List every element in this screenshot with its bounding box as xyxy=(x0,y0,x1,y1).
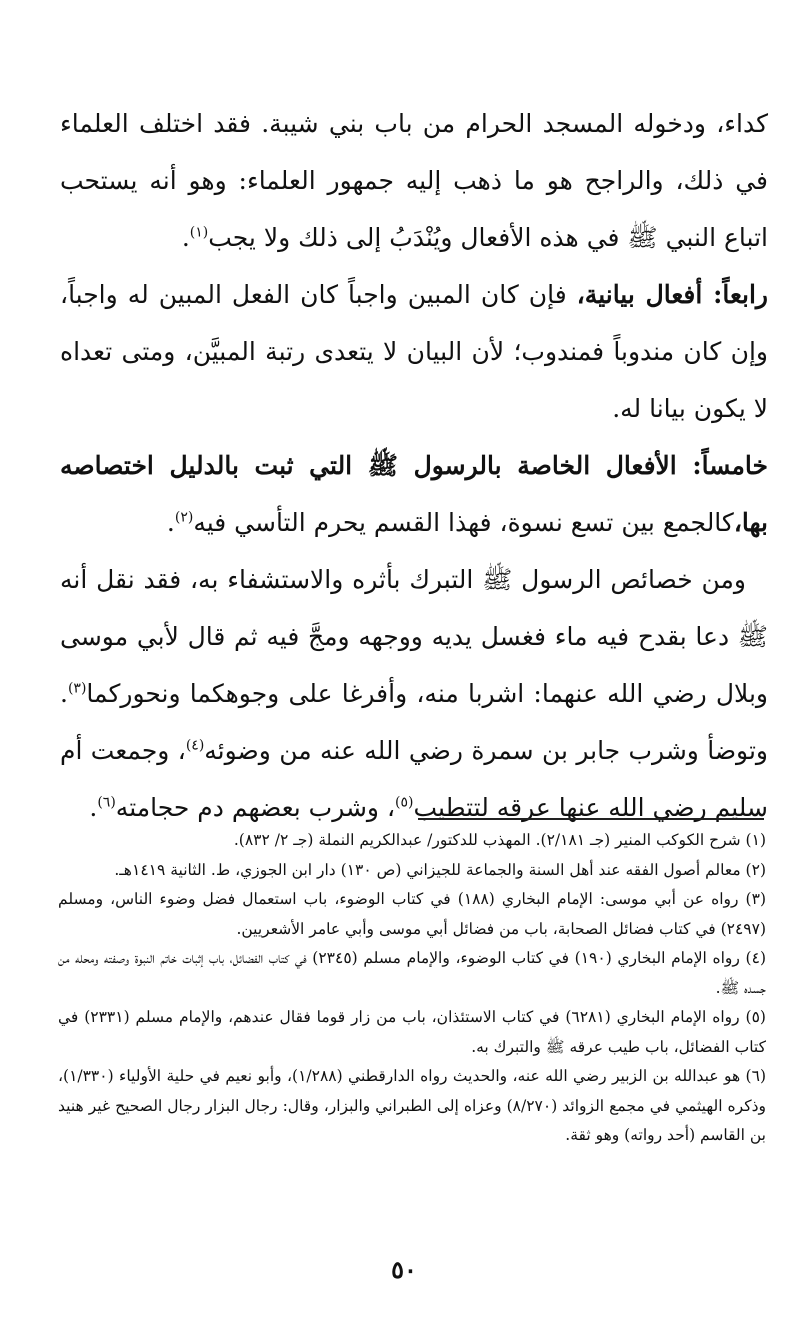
footnote-ref-2: (٢) xyxy=(174,509,194,526)
paragraph-2-text: فإن كان المبين واجباً كان الفعل المبين له واجباً، وإن كان مندوباً فمندوب؛ لأن البيان لا يتعدى رتبة المبيَّن، ومتى تعداه لا يكون بيانا له. xyxy=(60,280,768,423)
paragraph-3-heading: خامساً: الأفعال الخاصة بالرسول ﷺ التي ثبت بالدليل اختصاصه بها، xyxy=(60,451,768,537)
paragraph-3-text: كالجمع بين تسع نسوة، فهذا القسم يحرم التأسي فيه xyxy=(193,508,734,537)
footnote-divider xyxy=(418,818,764,820)
footnote-3: (٣) رواه عن أبي موسى: الإمام البخاري (١٨٨) في كتاب الوضوء، باب استعمال فضل وضوء الناس، ومسلم (٢٤٩٧) في كتاب فضائل الصحابة، باب من فضائل أبي موسى وأبي عامر الأشعريين. xyxy=(58,890,766,938)
footnote-2: (٢) معالم أصول الفقه عند أهل السنة والجماعة للجيزاني (ص ١٣٠) دار ابن الجوزي، ط. الثانية ١٤١٩هـ. xyxy=(114,860,766,879)
paragraph-4: ومن خصائص الرسول ﷺ التبرك بأثره والاستشفاء به، فقد نقل أنه ﷺ دعا بقدح فيه ماء فغسل يديه ووجهه ومجَّ فيه ثم قال لأبي موسى وبلال رضي الله عنهما: اشربا منه، وأفرغا على وجوهكما ونحوركما$^{(٣)}$. وتوضأ وشرب جابر بن سمرة رضي الله عنه من وضوئه$^{(٤)}$، وجمعت أم سليم رضي الله عنها عرقه لتتطيب$^{(٥)}$، وشرب بعضهم دم حجامته$^{(٦)}$. xyxy=(60,565,768,822)
footnote-ref-4: (٤) xyxy=(185,737,205,754)
footnote-6: (٦) هو عبدالله بن الزبير رضي الله عنه، والحديث رواه الدارقطني (١/٢٨٨)، وأبو نعيم في حلية الأولياء (١/٣٣٠)، وذكره الهيثمي في مجمع الزوائد (٨/٢٧٠) وعزاه إلى الطبراني والبزار، وقال: رجال البزار رجال الصحيح غير هنيد بن القاسم (أحد رواته) وهو ثقة. xyxy=(58,1067,766,1144)
footnote-ref-6: (٦) xyxy=(97,794,116,811)
footnotes xyxy=(58,826,766,1151)
paragraph-3: خامساً: الأفعال الخاصة بالرسول ﷺ التي ثبت بالدليل اختصاصه بها،كالجمع بين تسع نسوة، فهذا القسم يحرم التأسي فيه$^{(٢)}$. xyxy=(60,451,768,537)
paragraph-2-heading: رابعاً: أفعال بيانية، xyxy=(576,280,768,309)
paragraph-1: كداء، ودخوله المسجد الحرام من باب بني شيبة. فقد اختلف العلماء في ذلك، والراجح هو ما ذهب إليه جمهور العلماء: وهو أنه يستحب اتباع النبي ﷺ في هذه الأفعال ويُنْدَبُ إلى ذلك ولا يجب$^{(١)}$. xyxy=(60,109,768,252)
paragraph-2 xyxy=(60,266,768,437)
footnote-4: (٤) رواه الإمام البخاري (١٩٠) في كتاب الوضوء، والإمام مسلم (٢٣٤٥) في كتاب الفضائل، باب إثبات خاتم النبوة وصفته ومحله من جسده ﷺ. xyxy=(58,949,766,997)
footnote-ref-3: (٣) xyxy=(67,680,87,697)
main-text xyxy=(60,95,768,836)
footnote-5: (٥) رواه الإمام البخاري (٦٢٨١) في كتاب الاستئذان، باب من زار قوما فقال عندهم، والإمام مسلم (٢٣٣١) في كتاب الفضائل، باب طيب عرقه ﷺ والتبرك به. xyxy=(58,1008,766,1056)
paragraph-1-text: كداء، ودخوله المسجد الحرام من باب بني شيبة. فقد اختلف العلماء في ذلك، والراجح هو ما ذهب إليه جمهور العلماء: وهو أنه يستحب اتباع النبي ﷺ في هذه الأفعال ويُنْدَبُ إلى ذلك ولا يجب xyxy=(60,109,768,252)
page-number: ٥٠ xyxy=(391,1255,417,1284)
footnote-1: (١) شرح الكوكب المنير (جـ ٢/١٨١). المهذب للدكتور/ عبدالكريم النملة (جـ ٢/ ٨٣٢). xyxy=(233,831,766,849)
footnote-ref-5: (٥) xyxy=(395,794,414,811)
footnote-ref-1: (١) xyxy=(189,224,209,241)
